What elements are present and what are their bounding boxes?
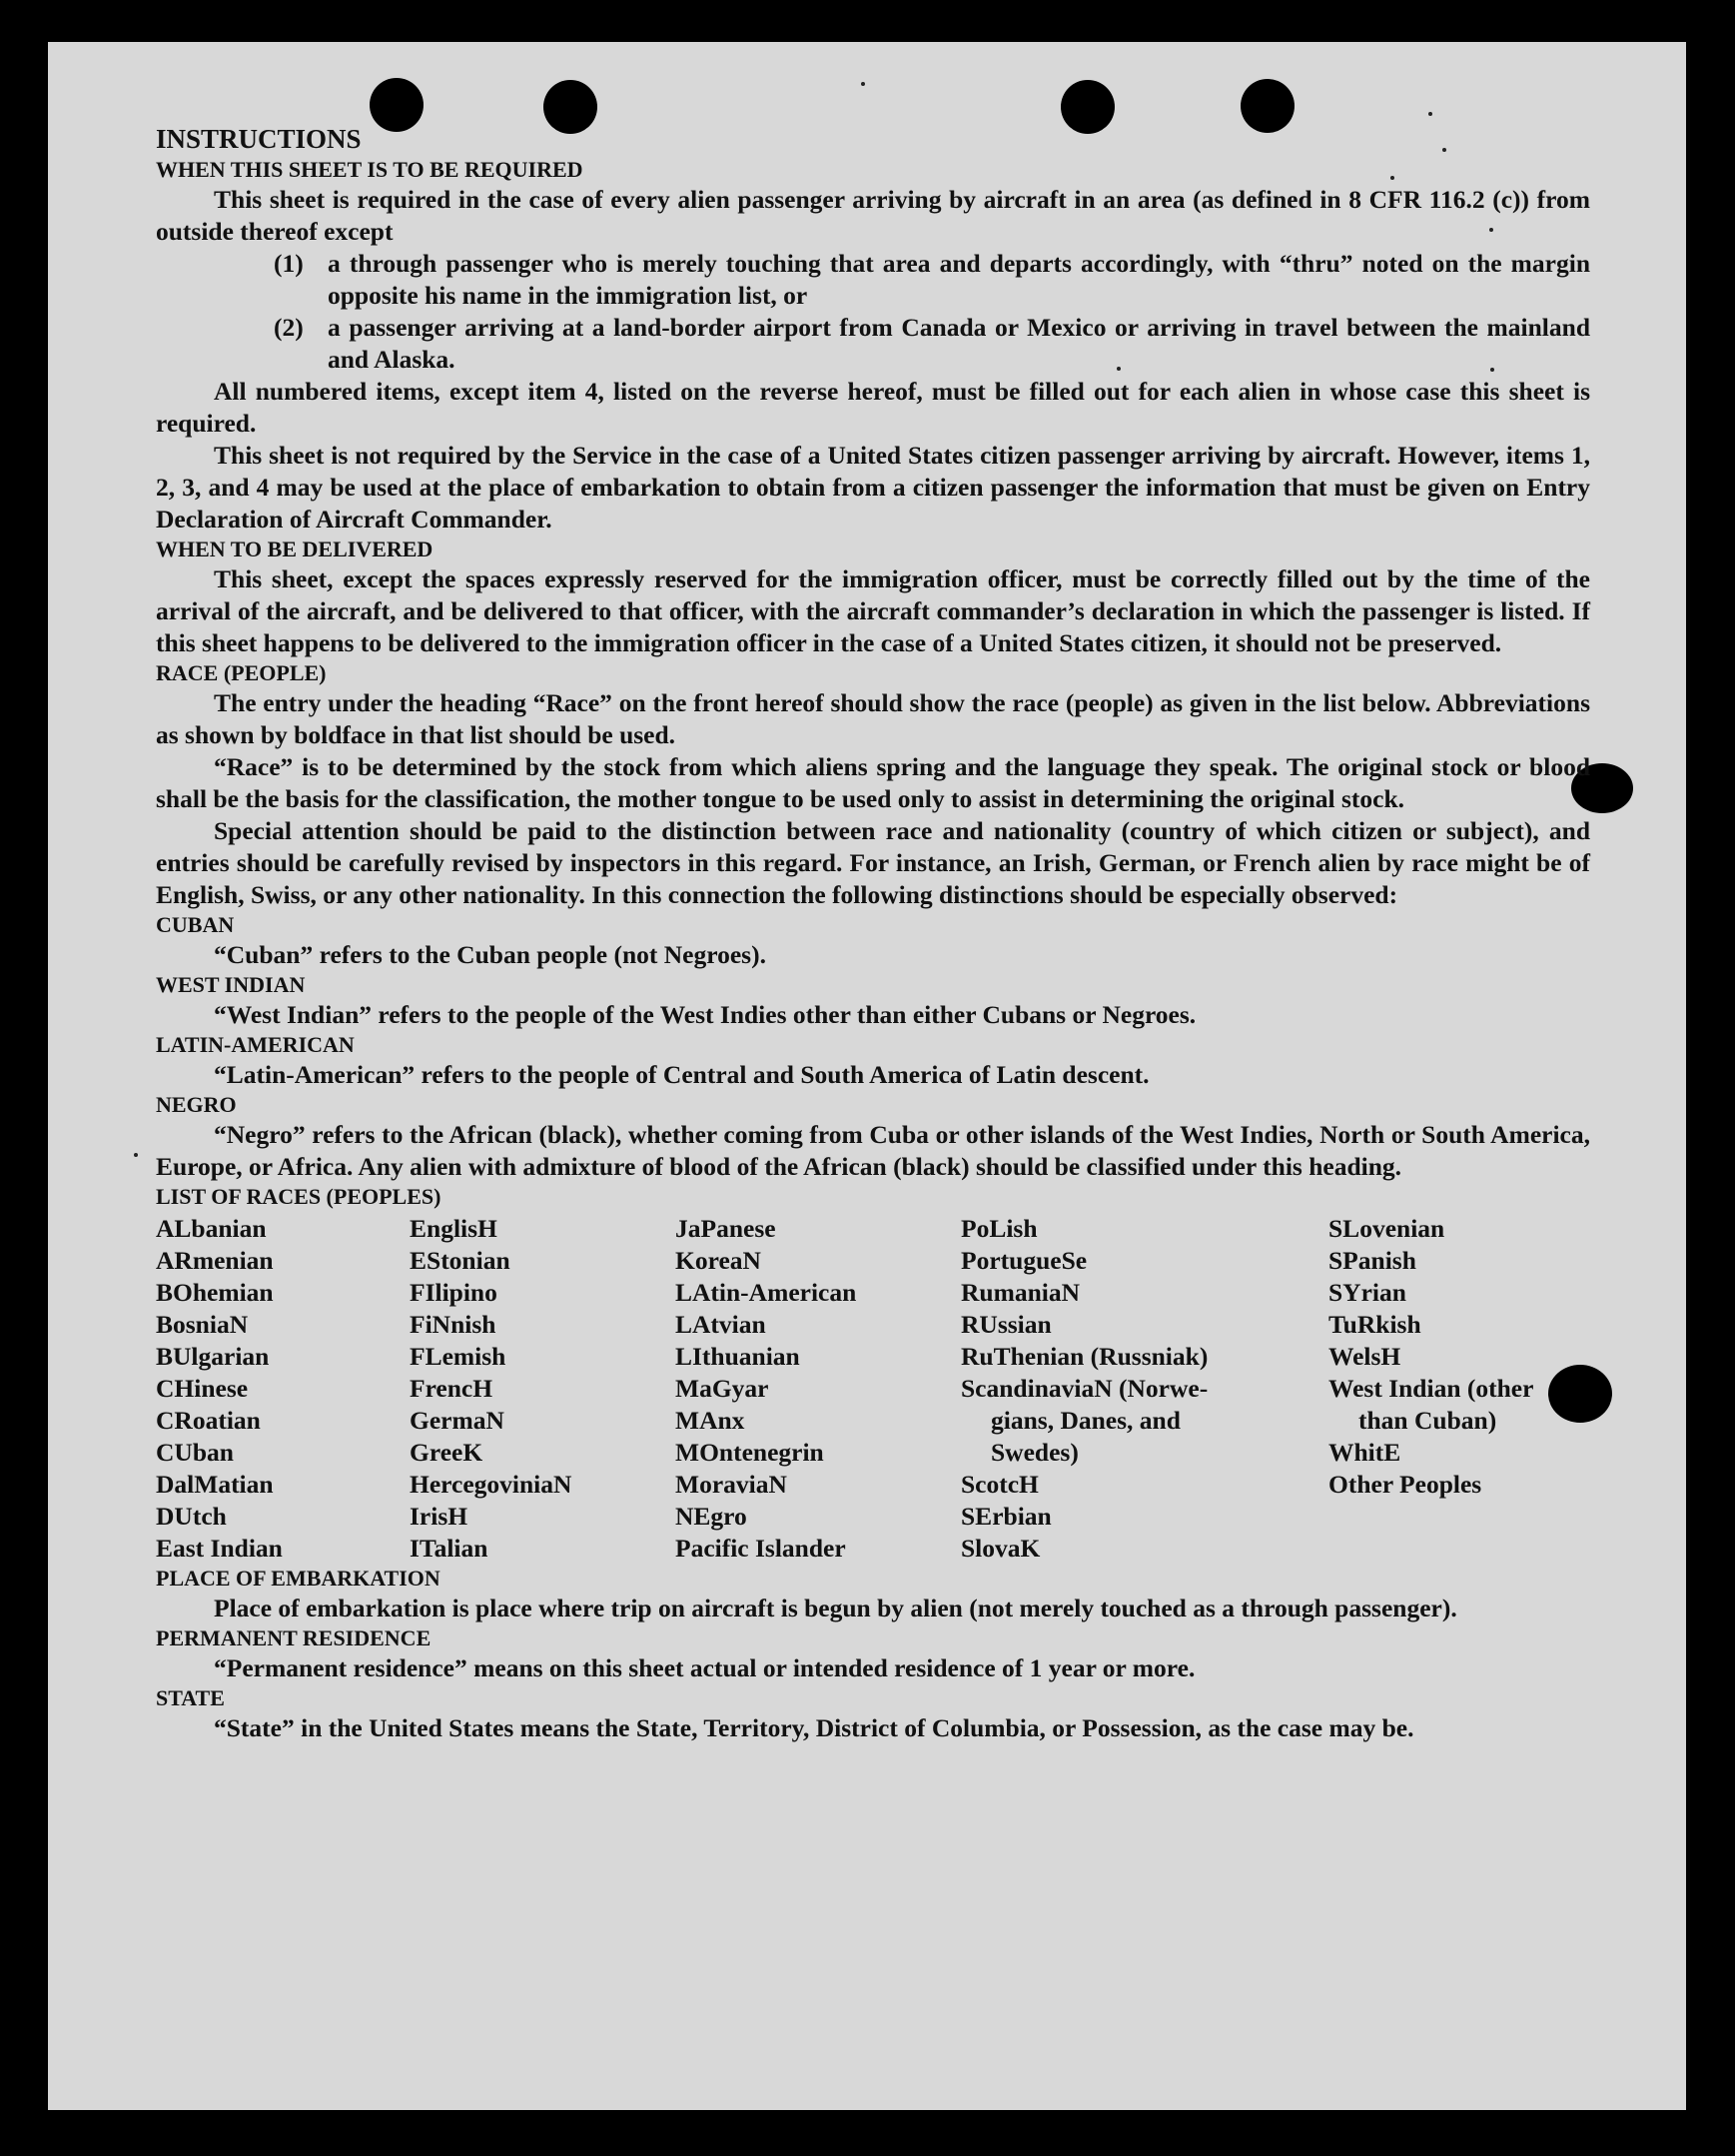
race-entry: FiNnish [410, 1310, 496, 1339]
race-paragraph-1: The entry under the heading “Race” on the front hereof should show the race (people) as given in the list below. Abbreviations as shown by boldface in that list should be used. [156, 688, 1590, 749]
race-entry: PoLish [961, 1214, 1038, 1243]
race-entry: SlovaK [961, 1534, 1041, 1563]
section-heading-list-of-races: LIST OF RACES (PEOPLES) [156, 1184, 441, 1209]
race-entry: IrisH [410, 1502, 468, 1531]
item-number: (2) [274, 313, 304, 342]
race-entry: LAtin-American [675, 1278, 857, 1307]
race-entry: RuThenian (Russniak) [961, 1342, 1209, 1371]
section-heading-when-required: WHEN THIS SHEET IS TO BE REQUIRED [156, 157, 583, 182]
race-entry: LAtvian [675, 1310, 766, 1339]
race-entry: GermaN [410, 1406, 504, 1435]
race-entry: DalMatian [156, 1470, 274, 1499]
race-entry: gians, Danes, and [991, 1406, 1181, 1435]
race-entry: TuRkish [1328, 1310, 1421, 1339]
race-entry: RUssian [961, 1310, 1052, 1339]
race-entry: HercegoviniaN [410, 1470, 572, 1499]
race-paragraph-3: Special attention should be paid to the distinction between race and nationality (country of which citizen or subject), and entries should be carefully revised by inspectors in this regard. For instance, an Irish, German, or French alien by race might be of English, Swiss, or any other nationality. In this connection the following distinctions should be especially observed: [156, 816, 1590, 909]
race-entry: ARmenian [156, 1246, 274, 1275]
section-heading-embarkation: PLACE OF EMBARKATION [156, 1566, 440, 1591]
cuban-text: “Cuban” refers to the Cuban people (not Negroes). [214, 940, 766, 969]
race-entry: MOntenegrin [675, 1438, 824, 1467]
item-text: a through passenger who is merely touching that area and departs accordingly, with “thru” noted on the margin opposite his name in the immigration list, or [328, 249, 1590, 310]
race-entry: WhitE [1328, 1438, 1401, 1467]
negro-text: “Negro” refers to the African (black), whether coming from Cuba or other islands of the West Indies, North or South America, Europe, or Africa. Any alien with admixture of blood of the African (black) should be classified under this heading. [156, 1120, 1590, 1181]
race-entry: KoreaN [675, 1246, 761, 1275]
page-title: INSTRUCTIONS [156, 124, 362, 154]
section-heading-cuban: CUBAN [156, 912, 235, 937]
races-column-4 [961, 1213, 1328, 1565]
race-entry: PortugueSe [961, 1246, 1088, 1275]
race-entry: SLovenian [1328, 1214, 1445, 1243]
section-heading-latin-american: LATIN-AMERICAN [156, 1032, 355, 1057]
race-entry: FrencH [410, 1374, 493, 1403]
race-entry: DUtch [156, 1502, 227, 1531]
speck [861, 82, 865, 86]
section-heading-race: RACE (PEOPLE) [156, 660, 327, 685]
item-number: (1) [274, 249, 304, 278]
section-heading-when-delivered: WHEN TO BE DELIVERED [156, 537, 434, 561]
race-entry: ALbanian [156, 1214, 267, 1243]
race-entry: CUban [156, 1438, 234, 1467]
west-indian-text: “West Indian” refers to the people of the West Indies other than either Cubans or Negroes. [214, 1000, 1197, 1029]
race-entry: JaPanese [675, 1214, 776, 1243]
citizen-paragraph: This sheet is not required by the Service in the case of a United States citizen passenger arriving by aircraft. However, items 1, 2, 3, and 4 may be used at the place of embarkation to obtain from a citizen passenger the information that must be given on Entry Declaration of Aircraft Commander. [156, 441, 1590, 534]
race-entry: GreeK [410, 1438, 483, 1467]
exception-item [274, 248, 1590, 312]
item-text: a passenger arriving at a land-border airport from Canada or Mexico or arriving in travel between the mainland and Alaska. [328, 313, 1590, 374]
races-column-5 [1328, 1213, 1590, 1565]
race-entry: Swedes) [991, 1438, 1079, 1467]
race-entry: BOhemian [156, 1278, 274, 1307]
instructions-content [156, 122, 1590, 1744]
races-column-3 [675, 1213, 961, 1565]
race-entry: RumaniaN [961, 1278, 1081, 1307]
race-entry: EStonian [410, 1246, 510, 1275]
race-entry: MAnx [675, 1406, 745, 1435]
latin-american-text: “Latin-American” refers to the people of Central and South America of Latin descent. [214, 1060, 1150, 1089]
section-heading-west-indian: WEST INDIAN [156, 972, 306, 997]
race-entry: FIlipino [410, 1278, 497, 1307]
speck [1428, 112, 1432, 116]
race-entry: CHinese [156, 1374, 249, 1403]
race-paragraph-2: “Race” is to be determined by the stock from which aliens spring and the language they speak. The original stock or blood shall be the basis for the classification, the mother tongue to be used only to assist in determining the original stock. [156, 752, 1590, 813]
races-column-2 [410, 1213, 675, 1565]
race-entry: SYrian [1328, 1278, 1406, 1307]
embarkation-text: Place of embarkation is place where trip on aircraft is begun by alien (not merely touched as a through passenger). [214, 1594, 1457, 1622]
race-entry: ScotcH [961, 1470, 1039, 1499]
speck [134, 1153, 138, 1157]
race-entry: MoraviaN [675, 1470, 787, 1499]
race-entry: WelsH [1328, 1342, 1401, 1371]
race-entry: than Cuban) [1358, 1406, 1497, 1435]
section-heading-state: STATE [156, 1685, 225, 1710]
race-entry: West Indian (other [1328, 1374, 1534, 1403]
race-entry: Other Peoples [1328, 1470, 1482, 1499]
race-entry: SPanish [1328, 1246, 1416, 1275]
exception-item [274, 312, 1590, 376]
when-delivered-text: This sheet, except the spaces expressly reserved for the immigration officer, must be correctly filled out by the time of the arrival of the aircraft, and be delivered to that officer, with the aircraft commander’s declaration in which the passenger is listed. If this sheet happens to be delivered to the immigration officer in the case of a United States citizen, it should not be preserved. [156, 564, 1590, 657]
race-entry: BosniaN [156, 1310, 249, 1339]
race-entry: LIthuanian [675, 1342, 800, 1371]
races-column-1 [156, 1213, 410, 1565]
races-list [156, 1213, 1590, 1565]
race-entry: ScandinaviaN (Norwe- [961, 1374, 1209, 1403]
numbered-items-paragraph: All numbered items, except item 4, listed on the reverse hereof, must be filled out for each alien in whose case this sheet is required. [156, 377, 1590, 438]
race-entry: CRoatian [156, 1406, 261, 1435]
section-heading-permanent-residence: PERMANENT RESIDENCE [156, 1625, 432, 1650]
race-entry: NEgro [675, 1502, 747, 1531]
residence-text: “Permanent residence” means on this sheet actual or intended residence of 1 year or more. [214, 1653, 1196, 1682]
race-entry: FLemish [410, 1342, 506, 1371]
race-entry: BUlgarian [156, 1342, 270, 1371]
race-entry: East Indian [156, 1534, 283, 1563]
race-entry: SErbian [961, 1502, 1052, 1531]
race-entry: ITalian [410, 1534, 488, 1563]
section-heading-negro: NEGRO [156, 1092, 237, 1117]
race-entry: EnglisH [410, 1214, 497, 1243]
race-entry: Pacific Islander [675, 1534, 846, 1563]
race-entry: MaGyar [675, 1374, 769, 1403]
when-required-intro: This sheet is required in the case of every alien passenger arriving by aircraft in an area (as defined in 8 CFR 116.2 (c)) from outside thereof except [156, 185, 1590, 246]
state-text: “State” in the United States means the State, Territory, District of Columbia, or Possession, as the case may be. [214, 1713, 1414, 1742]
